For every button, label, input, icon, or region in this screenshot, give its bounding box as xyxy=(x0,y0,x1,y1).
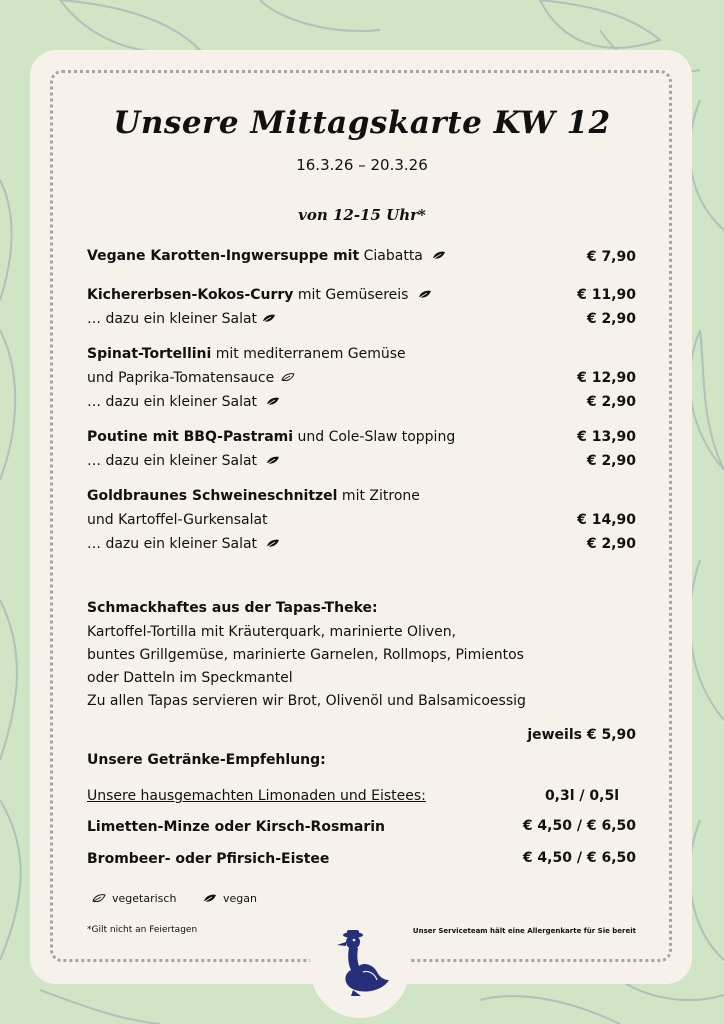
menu-title: Unsere Mittagskarte KW 12 xyxy=(113,105,611,141)
tapas-line-2: buntes Grillgemüse, marinierte Garnelen, Rollmops, Pimientos xyxy=(87,647,524,663)
vegan-icon xyxy=(266,456,280,465)
price-salad-poutine: € 2,90 xyxy=(586,453,636,469)
dish-curry: Kichererbsen-Kokos-Curry mit Gemüsereis xyxy=(87,286,432,304)
dish-tortellini-cont: und Paprika-Tomatensauce xyxy=(87,369,295,387)
tapas-line-4: Zu allen Tapas servieren wir Brot, Olivenöl und Balsamicoessig xyxy=(87,693,526,709)
drink-eistee: Brombeer- oder Pfirsich-Eistee xyxy=(87,851,330,867)
duck-icon xyxy=(333,928,393,996)
tapas-price: jeweils € 5,90 xyxy=(527,727,636,743)
price-salad-schnitzel: € 2,90 xyxy=(586,536,636,552)
vegetarian-icon xyxy=(281,373,295,382)
vegan-icon xyxy=(203,894,217,903)
dish-soup: Vegane Karotten-Ingwersuppe mit Ciabatta xyxy=(87,247,446,265)
side-salad-schnitzel: … dazu ein kleiner Salat xyxy=(87,535,280,553)
price-salad-curry: € 2,90 xyxy=(586,311,636,327)
drink-eistee-price: € 4,50 / € 6,50 xyxy=(522,850,636,866)
price-soup: € 7,90 xyxy=(586,249,636,265)
side-salad-curry: … dazu ein kleiner Salat xyxy=(87,310,276,328)
price-curry: € 11,90 xyxy=(577,287,636,303)
allergen-note: Unser Serviceteam hält eine Allergenkarte für Sie bereit xyxy=(412,927,636,935)
price-poutine: € 13,90 xyxy=(577,429,636,445)
side-salad-poutine: … dazu ein kleiner Salat xyxy=(87,452,280,470)
tapas-line-3: oder Datteln im Speckmantel xyxy=(87,670,293,686)
vegan-icon xyxy=(266,397,280,406)
vegan-icon xyxy=(266,539,280,548)
tapas-heading: Schmackhaftes aus der Tapas-Theke: xyxy=(87,600,378,616)
vegan-icon xyxy=(418,290,432,299)
legend-vegan: vegan xyxy=(203,892,257,905)
serving-hours: von 12-15 Uhr* xyxy=(298,206,426,224)
drinks-sizes: 0,3l / 0,5l xyxy=(544,788,619,804)
drink-limette-price: € 4,50 / € 6,50 xyxy=(522,818,636,834)
vegetarian-icon xyxy=(92,894,106,903)
dish-schnitzel: Goldbraunes Schweineschnitzel mit Zitrone xyxy=(87,488,420,504)
price-tortellini: € 12,90 xyxy=(577,370,636,386)
drinks-subheading: Unsere hausgemachten Limonaden und Eistees: xyxy=(87,788,426,804)
price-salad-tortellini: € 2,90 xyxy=(586,394,636,410)
legend-vegetarian: vegetarisch xyxy=(92,892,176,905)
tapas-line-1: Kartoffel-Tortilla mit Kräuterquark, marinierte Oliven, xyxy=(87,624,457,640)
drinks-heading: Unsere Getränke-Empfehlung: xyxy=(87,752,326,768)
vegan-icon xyxy=(432,251,446,260)
holiday-note: *Gilt nicht an Feiertagen xyxy=(87,925,198,935)
dish-schnitzel-cont: und Kartoffel-Gurkensalat xyxy=(87,512,268,528)
menu-dates: 16.3.26 – 20.3.26 xyxy=(296,156,428,174)
price-schnitzel: € 14,90 xyxy=(577,512,636,528)
dish-tortellini: Spinat-Tortellini mit mediterranem Gemüse xyxy=(87,346,406,362)
drink-limette: Limetten-Minze oder Kirsch-Rosmarin xyxy=(87,819,385,835)
vegan-icon xyxy=(262,314,276,323)
side-salad-tortellini: … dazu ein kleiner Salat xyxy=(87,393,280,411)
dish-poutine: Poutine mit BBQ-Pastrami und Cole-Slaw topping xyxy=(87,429,456,445)
